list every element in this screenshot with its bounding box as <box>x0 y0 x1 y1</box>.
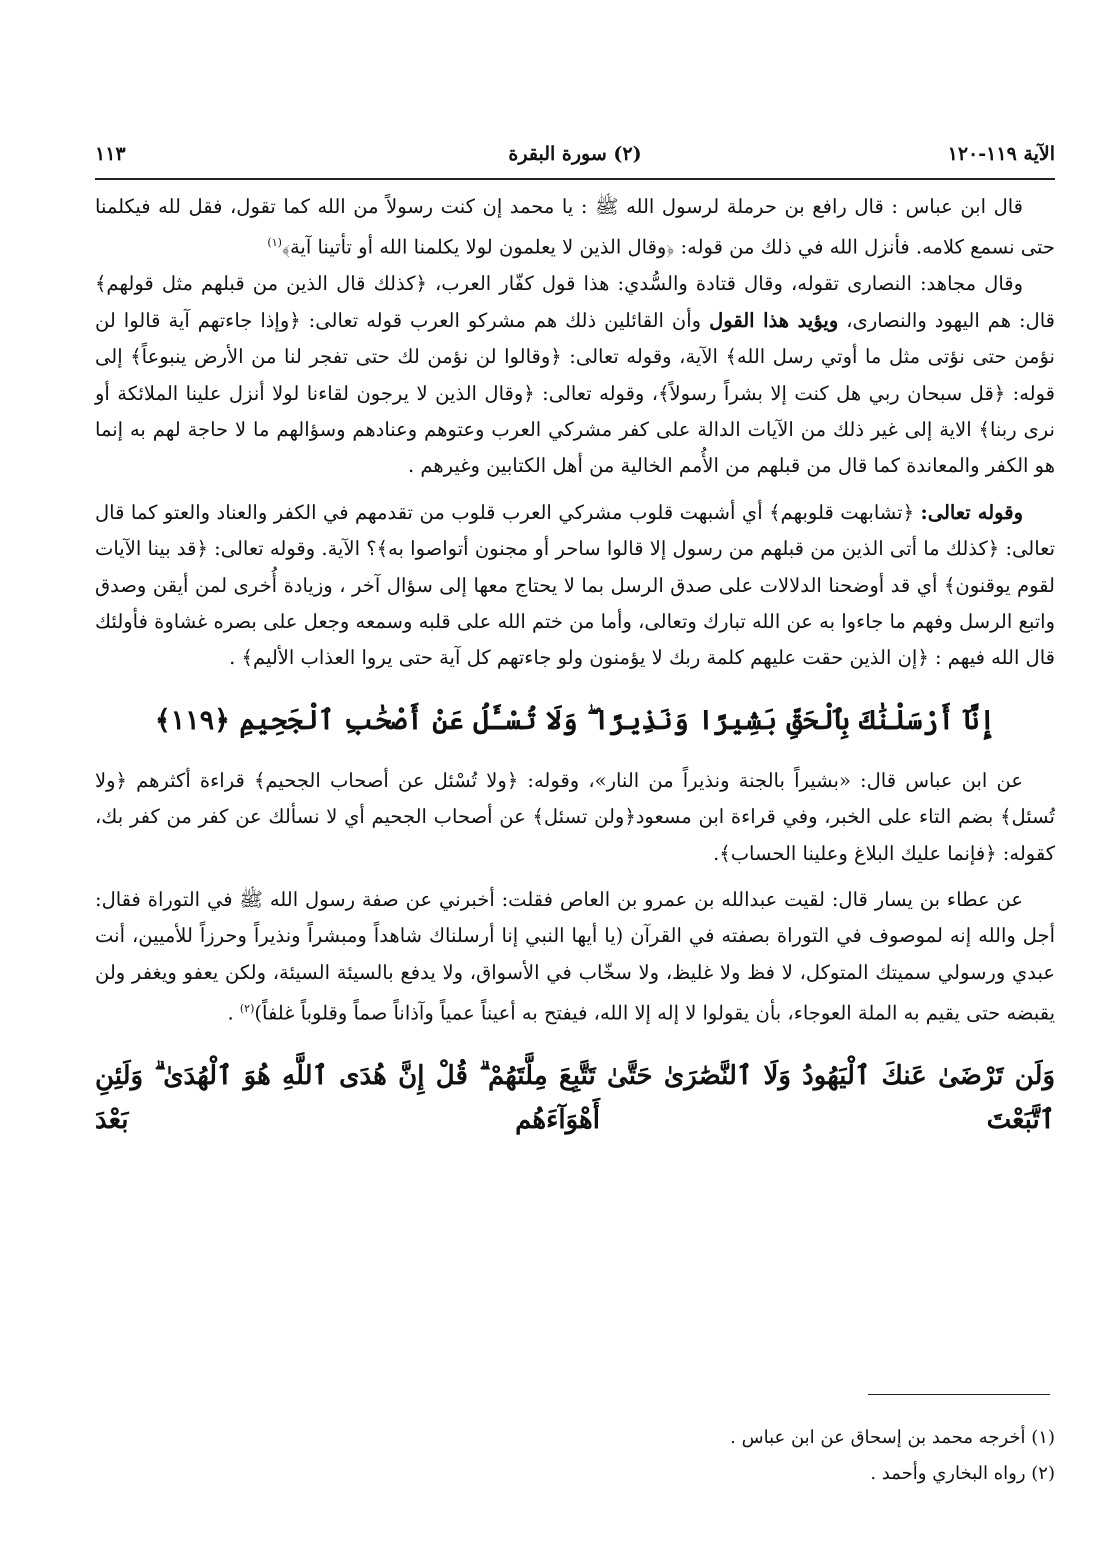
footnote-rule <box>868 1394 1050 1395</box>
page-header <box>95 143 1055 175</box>
paragraph-3 <box>95 495 1055 677</box>
footnote-1: (١) أخرجه محمد بن إسحاق عن ابن عباس . <box>730 1427 1055 1448</box>
page-number: ١١٣ <box>95 143 126 165</box>
header-surah-title: (٢) سورة البقرة <box>508 143 642 165</box>
paragraph-text: ﴿تشابهت قلوبهم﴾ أي أشبهت قلوب مشركي العرب قلوب من تقدمهم في الكفر والعناد والعتو كما قال تعالى: ﴿كذلك ما أتى الذين من قبلهم من رسول إلا قالوا ساحر أو مجنون أتواصوا به﴾؟ الآية. وقوله تعالى: ﴿قد بينا الآيات لقوم يوقنون﴾ أي قد أوضحنا الدلالات على صدق الرسل بما لا يحتاج معها إلى سؤال آخر ، وزيادة أُخرى لمن أيقن وصدق واتبع الرسل وفهم ما جاءوا به عن الله تبارك وتعالى، وأما من ختم الله على قلبه وسمعه وجعل على بصره غشاوة فأولئك قال الله فيهم : ﴿إن الذين حقت عليهم كلمة ربك لا يؤمنون ولو جاءتهم كل آية حتى يروا العذاب الأليم﴾ . <box>95 500 1055 670</box>
paragraph-text: وأن القائلين ذلك هم مشركو العرب قوله تعالى: ﴿وإذا جاءتهم آية قالوا لن نؤمن حتى نؤتى مثل ما أوتي رسل الله﴾ الآية، وقوله تعالى: ﴿وقالوا لن نؤمن لك حتى تفجر لنا من الأرض ينبوعاً﴾ إلى قوله: ﴿قل سبحان ربي هل كنت إلا بشراً رسولاً﴾، وقوله تعالى: ﴿وقال الذين لا يرجون لقاءنا لولا أنزل علينا الملائكة أو نرى ربنا﴾ الاية إلى غير ذلك من الآيات الدالة على كفر مشركي العرب وعتوهم وعنادهم وسؤالهم ما لا حاجة لهم به إنما هو الكفر والمعاندة كما قال من قبلهم من الأُمم الخالية من أهل الكتابين وغيرهم . <box>95 308 1055 478</box>
quran-verse-120: وَلَن تَرْضَىٰ عَنكَ ٱلْيَهُودُ وَلَا ٱلنَّصَٰرَىٰ حَتَّىٰ تَتَّبِعَ مِلَّتَهُمْ ۗ قُلْ إِنَّ هُدَى ٱللَّهِ هُوَ ٱلْهُدَىٰ ۗ وَلَئِنِ ٱتَّبَعْتَ أَهْوَآءَهُم بَعْدَ <box>95 1061 1055 1136</box>
footnote-2: (٢) رواه البخاري وأحمد . <box>870 1463 1055 1484</box>
header-verse-range: الآية ١١٩-١٢٠ <box>947 143 1055 165</box>
paragraph-4 <box>95 763 1055 872</box>
footnote-ref: (٢) <box>239 1002 255 1016</box>
quran-verse-119: إِنَّآ أَرْسَلْنَٰكَ بِٱلْحَقِّ بَشِيرًا وَنَذِيرًا ۖ وَلَا تُسْـَٔلُ عَنْ أَصْحَٰبِ ٱلْجَحِيمِ ﴿١١٩﴾ <box>154 704 996 736</box>
paragraph-5 <box>95 882 1055 1032</box>
paragraph-end: . <box>227 1001 240 1025</box>
paragraph-text: قال ابن عباس : قال رافع بن حرملة لرسول الله ﷺ : يا محمد إن كنت رسولاً من الله كما تقول، فقل لله فيكلمنا حتى نسمع كلامه. فأنزل الله في ذلك من قوله: ﴿وقال الذين لا يعلمون لولا يكلمنا الله أو تأتينا آية﴾ <box>95 195 1055 259</box>
footnotes <box>455 1420 1055 1492</box>
paragraph-text: عن عطاء بن يسار قال: لقيت عبدالله بن عمرو بن العاص فقلت: أخبرني عن صفة رسول الله ﷺ في التوراة فقال: أجل والله إنه لموصوف في التوراة بصفته في القرآن (يا أيها النبي إنا أرسلناك شاهداً ومبشراً ونذيراً وحرزاً للأميين، أنت عبدي ورسولي سميتك المتوكل، لا فظ ولا غليظ، ولا سخّاب في الأسواق، ولا يدفع بالسيئة السيئة، ولكن يعفو ويغفر ولن يقبضه حتى يقيم به الملة العوجاء، بأن يقولوا لا إله إلا الله، فيفتح به أعيناً عمياً وآذاناً صماً وقلوباً غلفاً) <box>95 888 1055 1025</box>
paragraph-2 <box>95 266 1055 484</box>
paragraph-text: عن ابن عباس قال: «بشيراً بالجنة ونذيراً من النار»، وقوله: ﴿ولا تُسْئل عن أصحاب الجحيم﴾ قراءة أكثرهم ﴿ولا تُسئل﴾ بضم التاء على الخبر، وفي قراءة ابن مسعود﴿ولن تسئل﴾ عن أصحاب الجحيم أي لا نسألك عن كفر من كفر بك، كقوله: ﴿فإنما عليك البلاغ وعلينا الحساب﴾. <box>95 768 1055 865</box>
paragraph-bold-phrase: ويؤيد هذا القول <box>709 308 839 332</box>
paragraph-1 <box>95 189 1055 266</box>
footnote-ref: (١) <box>267 236 282 250</box>
paragraph-text: وقال مجاهد: النصارى تقوله، وقال قتادة والسُّدي: هذا قول كفّار العرب، ﴿كذلك قال الذين من قبلهم مثل قولهم﴾ قال: هم اليهود والنصارى، <box>95 272 1055 332</box>
paragraph-bold-phrase: وقوله تعالى: <box>920 500 1023 524</box>
page-body <box>95 189 1055 1162</box>
header-rule <box>95 178 1055 180</box>
